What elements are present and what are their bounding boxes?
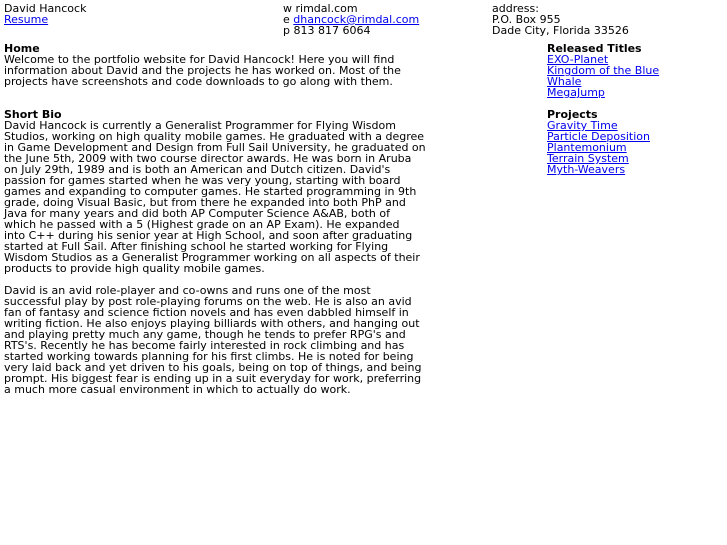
projects-heading: Projects [547, 108, 598, 121]
text-line: a much more casual environment in which to actually do work. [4, 383, 351, 396]
home-text [4, 54, 424, 87]
text-line: the June 5th, 2009 with two course director awards. He was born in Aruba [4, 152, 412, 165]
text-line: started at Full Sail. After finishing school he started working for Flying [4, 240, 389, 253]
contact-block [283, 3, 419, 36]
text-line: started working towards planning for his first climbs. He is noted for being [4, 350, 414, 363]
web-prefix: w [283, 2, 292, 15]
text-line: projects have screenshots and code downloads to go along with them. [4, 75, 393, 88]
released-title-link[interactable]: Kingdom of the Blue [547, 64, 660, 77]
text-line: writing fiction. He also enjoys playing billiards with others, and hanging out [4, 317, 420, 330]
text-line: very laid back and yet driven to his goals, being on top of things, and being [4, 361, 422, 374]
resume-link[interactable]: Resume [4, 13, 49, 26]
text-line: information about David and the projects he has worked on. Most of the [4, 64, 401, 77]
project-link[interactable]: Particle Deposition [547, 130, 650, 143]
address-line-1: P.O. Box 955 [492, 13, 561, 26]
released-title-link[interactable]: EXO-Planet [547, 53, 609, 66]
released-title-link[interactable]: Whale [547, 75, 582, 88]
phone-prefix: p [283, 24, 290, 37]
text-line: grade, doing Visual Basic, but from there he expanded into both PhP and [4, 196, 406, 209]
web-address: rimdal.com [295, 2, 358, 15]
sidebar [547, 43, 659, 175]
main-content [4, 43, 424, 395]
text-line: and playing pretty much any game, though he tends to prefer RPG's and [4, 328, 406, 341]
address-line-2: Dade City, Florida 33526 [492, 24, 629, 37]
text-line: products to provide high quality mobile games. [4, 262, 265, 275]
text-line: on July 29th, 1989 and is both an American and Dutch citizen. David's [4, 163, 391, 176]
released-title-link[interactable]: MegaJump [547, 86, 605, 99]
text-line: Studios, working on high quality mobile games. He graduated with a degree [4, 130, 425, 143]
home-heading: Home [4, 42, 40, 55]
email-link[interactable]: dhancock@rimdal.com [293, 13, 420, 26]
text-line: in Game Development and Design from Full Sail University, he graduated on [4, 141, 426, 154]
text-line: successful play by post role-playing forums on the web. He is also an avid [4, 295, 412, 308]
text-line: Welcome to the portfolio website for David Hancock! Here you will find [4, 53, 395, 66]
owner-name: David Hancock [4, 2, 87, 15]
project-link[interactable]: Myth-Weavers [547, 163, 626, 176]
header-name-block [4, 3, 86, 25]
released-titles-heading: Released Titles [547, 42, 642, 55]
project-link[interactable]: Gravity Time [547, 119, 618, 132]
text-line: passion for games started when he was very young, starting with board [4, 174, 401, 187]
bio-paragraph-1 [4, 120, 424, 274]
phone-line [283, 25, 419, 36]
address-label: address: [492, 2, 539, 15]
text-line: Java for many years and did both AP Computer Science A&AB, both of [4, 207, 390, 220]
bio-heading: Short Bio [4, 108, 62, 121]
bio-paragraph-2 [4, 285, 424, 395]
text-line: into C++ during his senior year at High School, and soon after graduating [4, 229, 413, 242]
text-line: prompt. His biggest fear is ending up in a suit everyday for work, preferring [4, 372, 422, 385]
email-prefix: e [283, 13, 290, 26]
text-line: which he passed with a 5 (Highest grade on an AP Exam). He expanded [4, 218, 400, 231]
text-line: David is an avid role-player and co-owns and runs one of the most [4, 284, 371, 297]
text-line: games and expanding to computer games. He started programming in 9th [4, 185, 417, 198]
text-line: fan of fantasy and science fiction novels and has even dabbled himself in [4, 306, 409, 319]
text-line: Wisdom Studios as a Generalist Programmer working on all aspects of their [4, 251, 420, 264]
text-line: RTS's. Recently he has become fairly interested in rock climbing and has [4, 339, 405, 352]
phone-number: 813 817 6064 [293, 24, 371, 37]
project-link[interactable]: Plantemonium [547, 141, 627, 154]
project-link[interactable]: Terrain System [547, 152, 629, 165]
text-line: David Hancock is currently a Generalist Programmer for Flying Wisdom [4, 119, 396, 132]
address-block [492, 3, 629, 36]
